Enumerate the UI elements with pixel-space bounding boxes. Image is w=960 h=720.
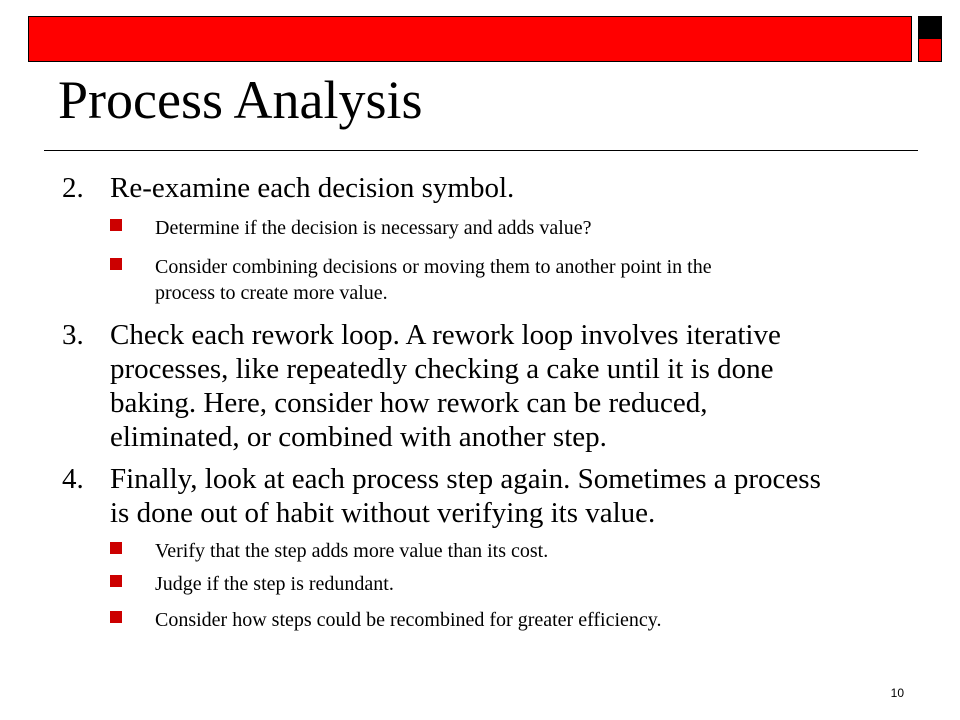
square-bullet-icon (110, 611, 122, 623)
sub-item (110, 607, 910, 633)
list-item-3 (62, 318, 922, 454)
square-bullet-icon (110, 542, 122, 554)
sub-item-line: Consider combining decisions or moving them to another point in the (155, 256, 712, 278)
corner-square-red (918, 38, 942, 62)
sub-item-line: Determine if the decision is necessary and adds value? (155, 217, 592, 239)
top-accent-bar (28, 16, 912, 62)
sub-item-line: Consider how steps could be recombined for greater efficiency. (155, 609, 662, 631)
square-bullet-icon (110, 219, 122, 231)
corner-square-black (918, 16, 942, 40)
title-divider (44, 150, 918, 151)
list-item-line: Finally, look at each process step again. Sometimes a process (110, 463, 821, 495)
sub-item-line: process to create more value. (155, 282, 388, 304)
page-number: 10 (890, 686, 904, 700)
list-item-line: processes, like repeatedly checking a cake until it is done (110, 353, 774, 385)
sub-item (110, 538, 910, 564)
square-bullet-icon (110, 575, 122, 587)
list-item-line: Re-examine each decision symbol. (110, 172, 515, 204)
list-item-line: Check each rework loop. A rework loop involves iterative (110, 319, 781, 351)
slide-title: Process Analysis (58, 70, 423, 130)
list-item-number: 4. (62, 463, 84, 495)
sub-item (110, 215, 910, 241)
list-item-line: is done out of habit without verifying its value. (110, 497, 656, 529)
list-item-line: eliminated, or combined with another step. (110, 421, 607, 453)
square-bullet-icon (110, 258, 122, 270)
sub-item-line: Judge if the step is redundant. (155, 573, 394, 595)
list-item-line: baking. Here, consider how rework can be reduced, (110, 387, 708, 419)
sub-item (110, 571, 910, 597)
list-item-number: 3. (62, 319, 84, 351)
sub-item-line: Verify that the step adds more value than its cost. (155, 540, 549, 562)
list-item-number: 2. (62, 172, 84, 204)
list-item-4 (62, 462, 922, 530)
list-item-2 (62, 171, 922, 205)
sub-item (110, 254, 910, 306)
